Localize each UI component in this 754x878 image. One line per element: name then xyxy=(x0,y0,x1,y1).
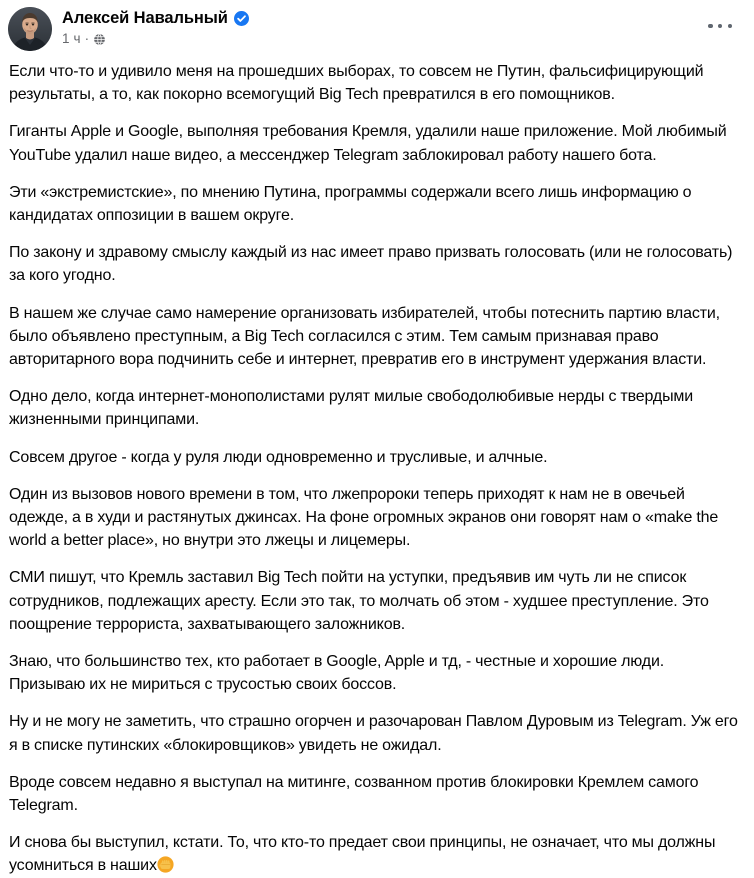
name-row xyxy=(62,8,249,28)
post-meta xyxy=(62,31,249,47)
timestamp[interactable]: 1 ч xyxy=(62,31,81,46)
header-text-block xyxy=(62,6,249,47)
post-header xyxy=(0,0,754,56)
more-options-icon[interactable] xyxy=(708,18,732,34)
globe-public-icon[interactable] xyxy=(93,33,106,46)
post-paragraph: Одно дело, когда интернет-монополистами рулят милые свободолюбивые нерды с твердыми жизненными принципами. xyxy=(9,388,694,429)
post-paragraph: Гиганты Apple и Google, выполняя требования Кремля, удалили наше приложение. Мой любимый YouTube удалил наше видео, а мессенджер Telegram заблокировал работу нашего бота. xyxy=(9,123,727,164)
post-paragraph: Если что-то и удивило меня на прошедших выборах, то совсем не Путин, фальсифицирующий результаты, а то, как покорно всемогущий Big Tech превратился в его помощников. xyxy=(9,63,704,104)
post-paragraph: Знаю, что большинство тех, кто работает в Google, Apple и тд, - честные и хорошие люди. Призываю их не мириться с трусостью своих боссов. xyxy=(9,653,665,694)
post-paragraph: Вроде совсем недавно я выступал на митинге, созванном против блокировки Кремлем самого Telegram. xyxy=(9,773,699,815)
post-paragraph: Ну и не могу не заметить, что страшно огорчен и разочарован Павлом Дуровым из Telegram. Уж его я в списке путинских «блокировщиков» увидеть не ожидал. xyxy=(9,713,738,754)
user-avatar-photo xyxy=(8,7,52,51)
verified-check-icon[interactable] xyxy=(234,11,249,26)
post-paragraph: По закону и здравому смыслу каждый из нас имеет право призвать голосовать (или не голосовать) за кого угодно. xyxy=(9,244,733,285)
post-paragraph: Эти «экстремистские», по мнению Путина, программы содержали всего лишь информацию о кандидатах оппозиции в вашем округе. xyxy=(9,183,692,225)
post-paragraph-text: И снова бы выступил, кстати. То, что кто-то предает свои принципы, не означает, что мы должны усомниться в наших xyxy=(9,834,716,875)
post-paragraph: Совсем другое - когда у руля люди одновременно и трусливые, и алчные. xyxy=(9,448,548,466)
meta-separator: · xyxy=(84,31,90,46)
avatar[interactable] xyxy=(8,7,52,51)
menu-dot-3 xyxy=(728,24,733,29)
post-paragraph: СМИ пишут, что Кремль заставил Big Tech пойти на уступки, предъявив им чуть ли не список сотрудников, подлежащих аресту. Если это так, то молчать об этом - худшее преступление. Это поощрение террориста, захватывающего заложников. xyxy=(9,569,709,633)
post-paragraph: Один из вызовов нового времени в том, что лжепророки теперь приходят к нам не в овечьей одежде, а в худи и растянутых джинсах. На фоне огромных экранов они говорят нам о «make the world a better place», но внутри это лжецы и лицемеры. xyxy=(9,485,719,550)
author-name[interactable]: Алексей Навальный xyxy=(62,9,228,27)
menu-dot-1 xyxy=(708,24,713,29)
post-paragraph: В нашем же случае само намерение организовать избирателей, чтобы потеснить партию власти, было объявлено преступным, а Big Tech согласился с этим. Тем самым признавая право авторитарного вора подчинить себе и интернет, превратив его в инструмент удержания власти. xyxy=(9,304,720,369)
menu-dot-2 xyxy=(718,24,723,29)
post-body xyxy=(0,56,754,878)
